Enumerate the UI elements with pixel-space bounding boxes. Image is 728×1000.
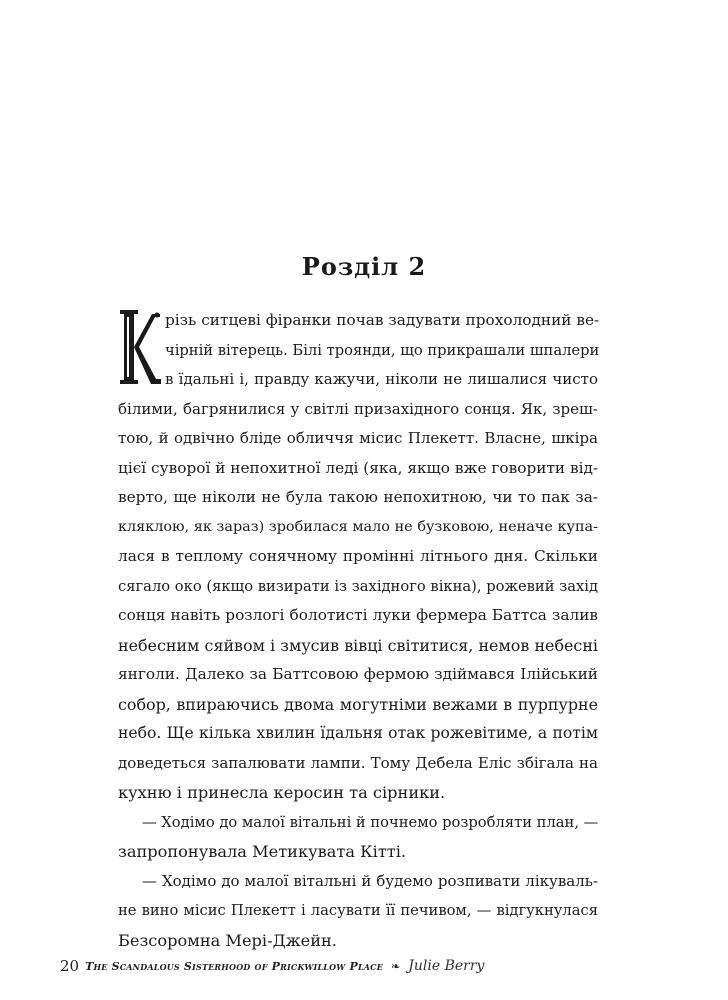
paragraph-2 xyxy=(118,808,598,867)
text-line: в їдальні і, правду кажучи, ніколи не лишалися чисто xyxy=(165,370,598,388)
text-line: сягало око (якщо визирати із західного вікна), рожевий захід xyxy=(118,577,598,595)
page-number: 20 xyxy=(60,957,80,975)
series-title: The Scandalous Sisterhood of Prickwillow Place xyxy=(85,959,384,973)
text-line: — Ходімо до малої вітальні й почнемо розробляти план, — xyxy=(142,813,599,831)
text-line: небо. Ще кілька хвилин їдальня отак рожевітиме, а потім xyxy=(118,724,598,742)
ornament-icon: ❧ xyxy=(391,959,401,973)
text-line: цієї суворої й непохитної леді (яка, якщо вже говорити від- xyxy=(118,458,599,477)
text-line: собор, впираючись двома могутніми вежами в пурпурне xyxy=(118,694,598,714)
text-line: Безсоромна Мері-Джейн. xyxy=(118,930,337,950)
text-line: кляклою, як зараз) зробилася мало не бузковою, неначе купа- xyxy=(118,518,598,535)
chapter-title: Розділ 2 xyxy=(301,252,427,281)
text-line: кухню і принесла керосин та сірники. xyxy=(118,783,446,802)
paragraph-1 xyxy=(118,306,598,808)
chapter-body xyxy=(118,306,598,955)
text-line: тою, й одвічно бліде обличчя місис Плекетт. Власне, шкіра xyxy=(118,429,598,447)
text-line: білими, багрянилися у світлі призахідного сонця. Як, зреш- xyxy=(118,399,598,418)
text-line: запропонувала Метикувата Кітті. xyxy=(118,842,407,861)
text-line: різь ситцеві фіранки почав задувати прохолодний ве- xyxy=(165,311,600,329)
text-line: не вино місис Плекетт і ласувати її печивом, — відгукнулася xyxy=(118,902,598,919)
author-name: Julie Berry xyxy=(408,958,485,974)
text-line: сонця навіть розлогі болотисті луки фермера Баттса залив xyxy=(118,606,598,624)
text-line: янголи. Далеко за Баттсовою фермою здіймався Ілійський xyxy=(118,665,598,683)
text-line: верто, ще ніколи не була такою непохитною, чи то пак за- xyxy=(118,488,598,506)
text-line: чірній вітерець. Білі троянди, що прикрашали шпалери xyxy=(165,341,600,359)
text-line: — Ходімо до малої вітальні й будемо розпивати лікуваль- xyxy=(142,871,598,890)
page-footer xyxy=(60,955,500,977)
paragraph-3 xyxy=(118,867,598,956)
text-line: доведеться запалювати лампи. Тому Дебела Еліс збігала на xyxy=(118,753,598,772)
text-line: небесним сяйвом і змусив вівці світитися, немов небесні xyxy=(118,635,598,655)
text-line: лася в теплому сонячному промінні літнього дня. Скільки xyxy=(118,547,598,565)
